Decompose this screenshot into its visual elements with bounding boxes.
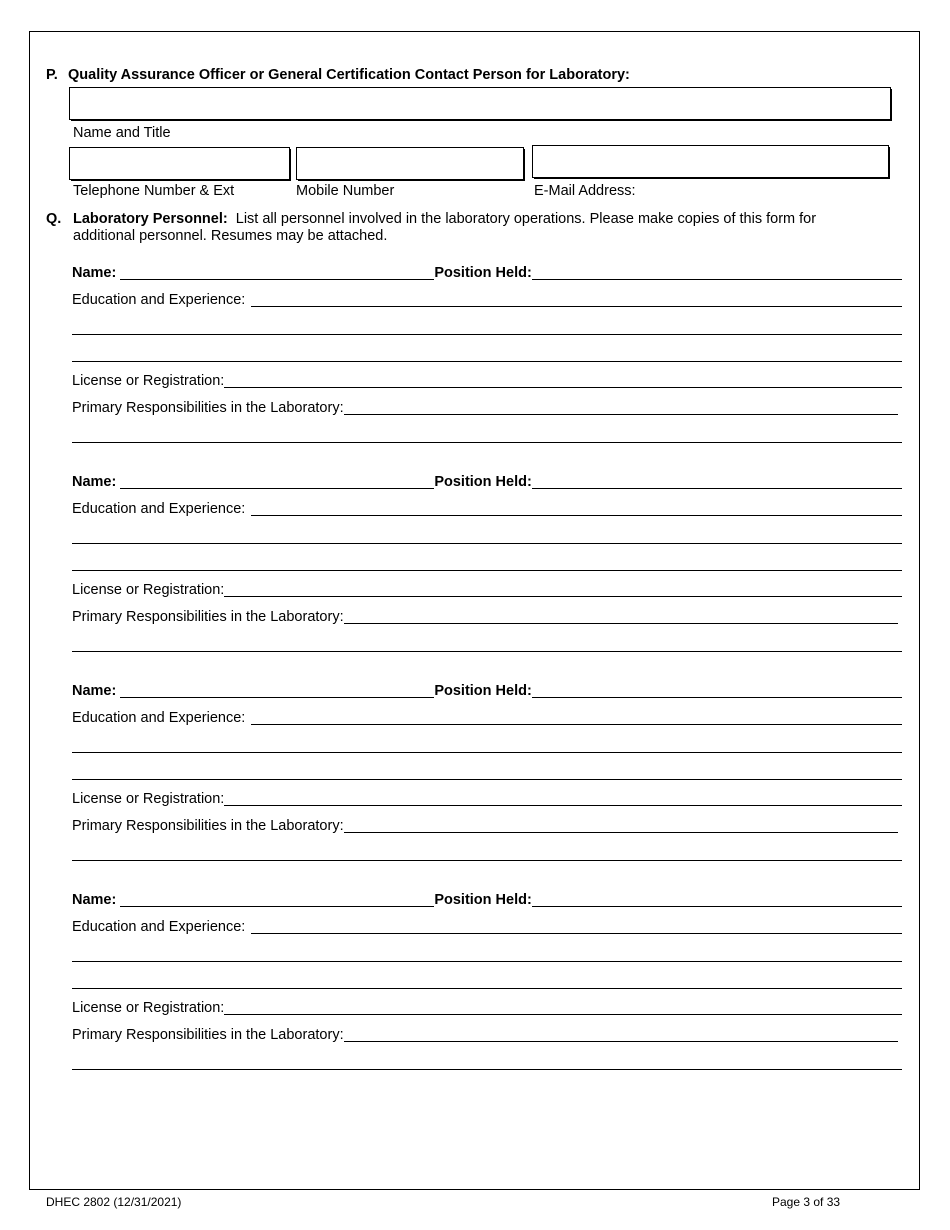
- email-input[interactable]: [532, 145, 889, 178]
- personnel-1-education-row: [72, 289, 902, 309]
- personnel-4-license-field[interactable]: [224, 1014, 902, 1015]
- personnel-4-name-field[interactable]: [120, 906, 434, 907]
- personnel-responsibilities-label: Primary Responsibilities in the Laboratory:: [72, 609, 344, 625]
- personnel-1-responsibilities-line-2[interactable]: [72, 442, 902, 443]
- personnel-position-label: Position Held:: [434, 265, 532, 281]
- section-q-instructions-2: additional personnel. Resumes may be attached.: [73, 228, 388, 244]
- personnel-4-education-row: [72, 916, 902, 936]
- personnel-name-label: Name:: [72, 265, 117, 281]
- personnel-education-label: Education and Experience:: [72, 919, 246, 935]
- personnel-2-education-line-3[interactable]: [72, 570, 902, 571]
- section-q-text: [73, 211, 883, 245]
- personnel-1-education-line-3[interactable]: [72, 361, 902, 362]
- personnel-3-education-line-2[interactable]: [72, 752, 902, 753]
- personnel-license-label: License or Registration:: [72, 582, 225, 598]
- personnel-4-responsibilities-field[interactable]: [344, 1041, 898, 1042]
- section-p-letter: P.: [46, 67, 58, 83]
- personnel-license-label: License or Registration:: [72, 373, 225, 389]
- personnel-1-responsibilities-row: [72, 397, 902, 417]
- telephone-input[interactable]: [69, 147, 290, 180]
- mobile-input[interactable]: [296, 147, 524, 180]
- name-title-label: Name and Title: [73, 125, 171, 141]
- mobile-label: Mobile Number: [296, 183, 395, 199]
- personnel-3-position-field[interactable]: [532, 697, 902, 698]
- page-number: Page 3 of 33: [772, 1195, 841, 1209]
- personnel-2-license-field[interactable]: [224, 596, 902, 597]
- personnel-name-label: Name:: [72, 892, 117, 908]
- personnel-education-label: Education and Experience:: [72, 292, 246, 308]
- personnel-1-position-field[interactable]: [532, 279, 902, 280]
- personnel-4-name-row: [72, 889, 902, 909]
- personnel-1-license-row: [72, 370, 902, 390]
- personnel-4-responsibilities-row: [72, 1024, 902, 1044]
- personnel-3-responsibilities-line-2[interactable]: [72, 860, 902, 861]
- personnel-position-label: Position Held:: [434, 474, 532, 490]
- personnel-1-name-row: [72, 262, 902, 282]
- personnel-2-education-line-2[interactable]: [72, 543, 902, 544]
- personnel-1-education-field[interactable]: [251, 306, 902, 307]
- personnel-responsibilities-label: Primary Responsibilities in the Laboratory:: [72, 1027, 344, 1043]
- personnel-4-education-line-2[interactable]: [72, 961, 902, 962]
- personnel-1-license-field[interactable]: [224, 387, 902, 388]
- personnel-3-name-row: [72, 680, 902, 700]
- personnel-responsibilities-label: Primary Responsibilities in the Laboratory:: [72, 818, 344, 834]
- personnel-1-name-field[interactable]: [120, 279, 434, 280]
- telephone-label: Telephone Number & Ext: [73, 183, 235, 199]
- personnel-2-position-field[interactable]: [532, 488, 902, 489]
- personnel-4-responsibilities-line-2[interactable]: [72, 1069, 902, 1070]
- personnel-4-education-line-3[interactable]: [72, 988, 902, 989]
- personnel-2-name-row: [72, 471, 902, 491]
- personnel-license-label: License or Registration:: [72, 791, 225, 807]
- personnel-3-responsibilities-field[interactable]: [344, 832, 898, 833]
- personnel-2-responsibilities-row: [72, 606, 902, 626]
- personnel-1-education-line-2[interactable]: [72, 334, 902, 335]
- personnel-2-education-field[interactable]: [251, 515, 902, 516]
- personnel-4-position-field[interactable]: [532, 906, 902, 907]
- form-id: DHEC 2802 (12/31/2021): [46, 1195, 182, 1209]
- personnel-3-name-field[interactable]: [120, 697, 434, 698]
- personnel-education-label: Education and Experience:: [72, 710, 246, 726]
- name-title-input[interactable]: [69, 87, 891, 120]
- section-p-title: Quality Assurance Officer or General Certification Contact Person for Laboratory:: [68, 67, 630, 83]
- personnel-2-license-row: [72, 579, 902, 599]
- personnel-responsibilities-label: Primary Responsibilities in the Laboratory:: [72, 400, 344, 416]
- section-q-instructions-1: List all personnel involved in the laboratory operations. Please make copies of this form for: [235, 211, 817, 227]
- personnel-3-license-field[interactable]: [224, 805, 902, 806]
- personnel-3-education-row: [72, 707, 902, 727]
- personnel-license-label: License or Registration:: [72, 1000, 225, 1016]
- section-q-title: Laboratory Personnel:: [73, 211, 228, 227]
- personnel-1-responsibilities-field[interactable]: [344, 414, 898, 415]
- section-q-letter: Q.: [46, 211, 62, 227]
- personnel-4-education-field[interactable]: [251, 933, 902, 934]
- personnel-2-name-field[interactable]: [120, 488, 434, 489]
- personnel-education-label: Education and Experience:: [72, 501, 246, 517]
- personnel-name-label: Name:: [72, 683, 117, 699]
- personnel-2-responsibilities-field[interactable]: [344, 623, 898, 624]
- personnel-3-license-row: [72, 788, 902, 808]
- personnel-2-responsibilities-line-2[interactable]: [72, 651, 902, 652]
- personnel-4-license-row: [72, 997, 902, 1017]
- personnel-3-education-line-3[interactable]: [72, 779, 902, 780]
- personnel-3-education-field[interactable]: [251, 724, 902, 725]
- personnel-name-label: Name:: [72, 474, 117, 490]
- email-label: E-Mail Address:: [534, 183, 636, 199]
- personnel-3-responsibilities-row: [72, 815, 902, 835]
- personnel-position-label: Position Held:: [434, 683, 532, 699]
- personnel-position-label: Position Held:: [434, 892, 532, 908]
- personnel-2-education-row: [72, 498, 902, 518]
